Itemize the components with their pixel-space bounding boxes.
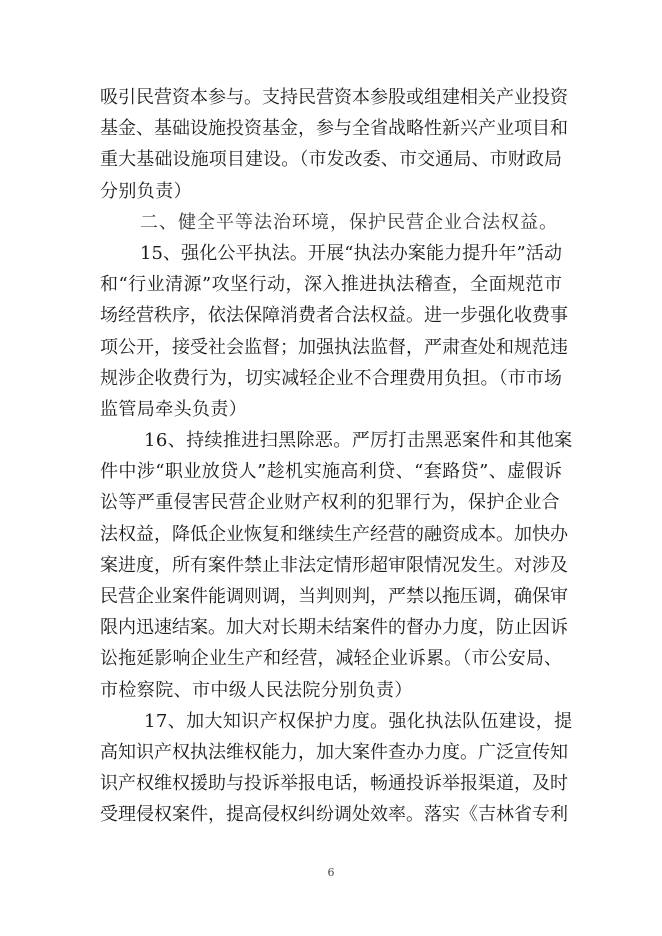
text-line: 和“行业清源”攻坚行动，深入推进执法稽查，全面规范市 <box>100 274 562 296</box>
section-heading: 二、健全平等法治环境，保护民营企业合法权益。 <box>140 211 558 233</box>
page-number: 6 <box>327 866 335 879</box>
text-line: 市检察院、市中级人民法院分别负责） <box>100 679 413 701</box>
text-line: 民营企业案件能调则调，当判则判，严禁以拖压调，确保审 <box>100 586 568 607</box>
text-line: 基金、基础设施投资基金，参与全省战略性新兴产业项目和 <box>100 118 568 140</box>
text-line: 讼等严重侵害民营企业财产权利的犯罪行为，保护企业合 <box>100 492 560 514</box>
text-line: 限内迅速结案。加大对长期未结案件的督办力度，防止因诉 <box>100 617 568 639</box>
text-line: 场经营秩序，依法保障消费者合法权益。进一步强化收费事 <box>100 305 568 327</box>
text-line: 项公开，接受社会监督；加强执法监督，严肃查处和规范违 <box>100 336 568 358</box>
text-line: 案进度，所有案件禁止非法定情形超审限情况发生。对涉及 <box>100 554 568 576</box>
text-line: 识产权维权援助与投诉举报电话，畅通投诉举报渠道，及时 <box>100 773 568 795</box>
text-line: 受理侵权案件，提高侵权纠纷调处效率。落实《吉林省专利 <box>100 804 568 826</box>
body-text <box>100 82 573 831</box>
text-line: 监管局牵头负责） <box>100 398 248 420</box>
text-line: 15、强化公平执法。开展“执法办案能力提升年”活动 <box>140 242 562 264</box>
text-line: 高知识产权执法维权能力，加大案件查办力度。广泛宣传知 <box>100 741 568 763</box>
text-line: 件中涉“职业放贷人”趁机实施高利贷、“套路贷”、虚假诉 <box>100 461 562 483</box>
text-line: 规涉企收费行为，切实减轻企业不合理费用负担。（市市场 <box>100 367 562 389</box>
text-line: 重大基础设施项目建设。（市发改委、市交通局、市财政局 <box>100 149 562 171</box>
text-line: 16、持续推进扫黑除恶。严厉打击黑恶案件和其他案 <box>144 430 573 452</box>
text-line: 讼拖延影响企业生产和经营，减轻企业诉累。（市公安局、 <box>100 648 562 670</box>
text-line: 法权益，降低企业恢复和继续生产经营的融资成本。加快办 <box>100 523 568 545</box>
text-line: 17、加大知识产权保护力度。强化执法队伍建设，提 <box>144 710 573 732</box>
text-line: 分别负责） <box>100 180 192 202</box>
text-line: 吸引民营资本参与。支持民营资本参股或组建相关产业投资 <box>100 87 568 108</box>
